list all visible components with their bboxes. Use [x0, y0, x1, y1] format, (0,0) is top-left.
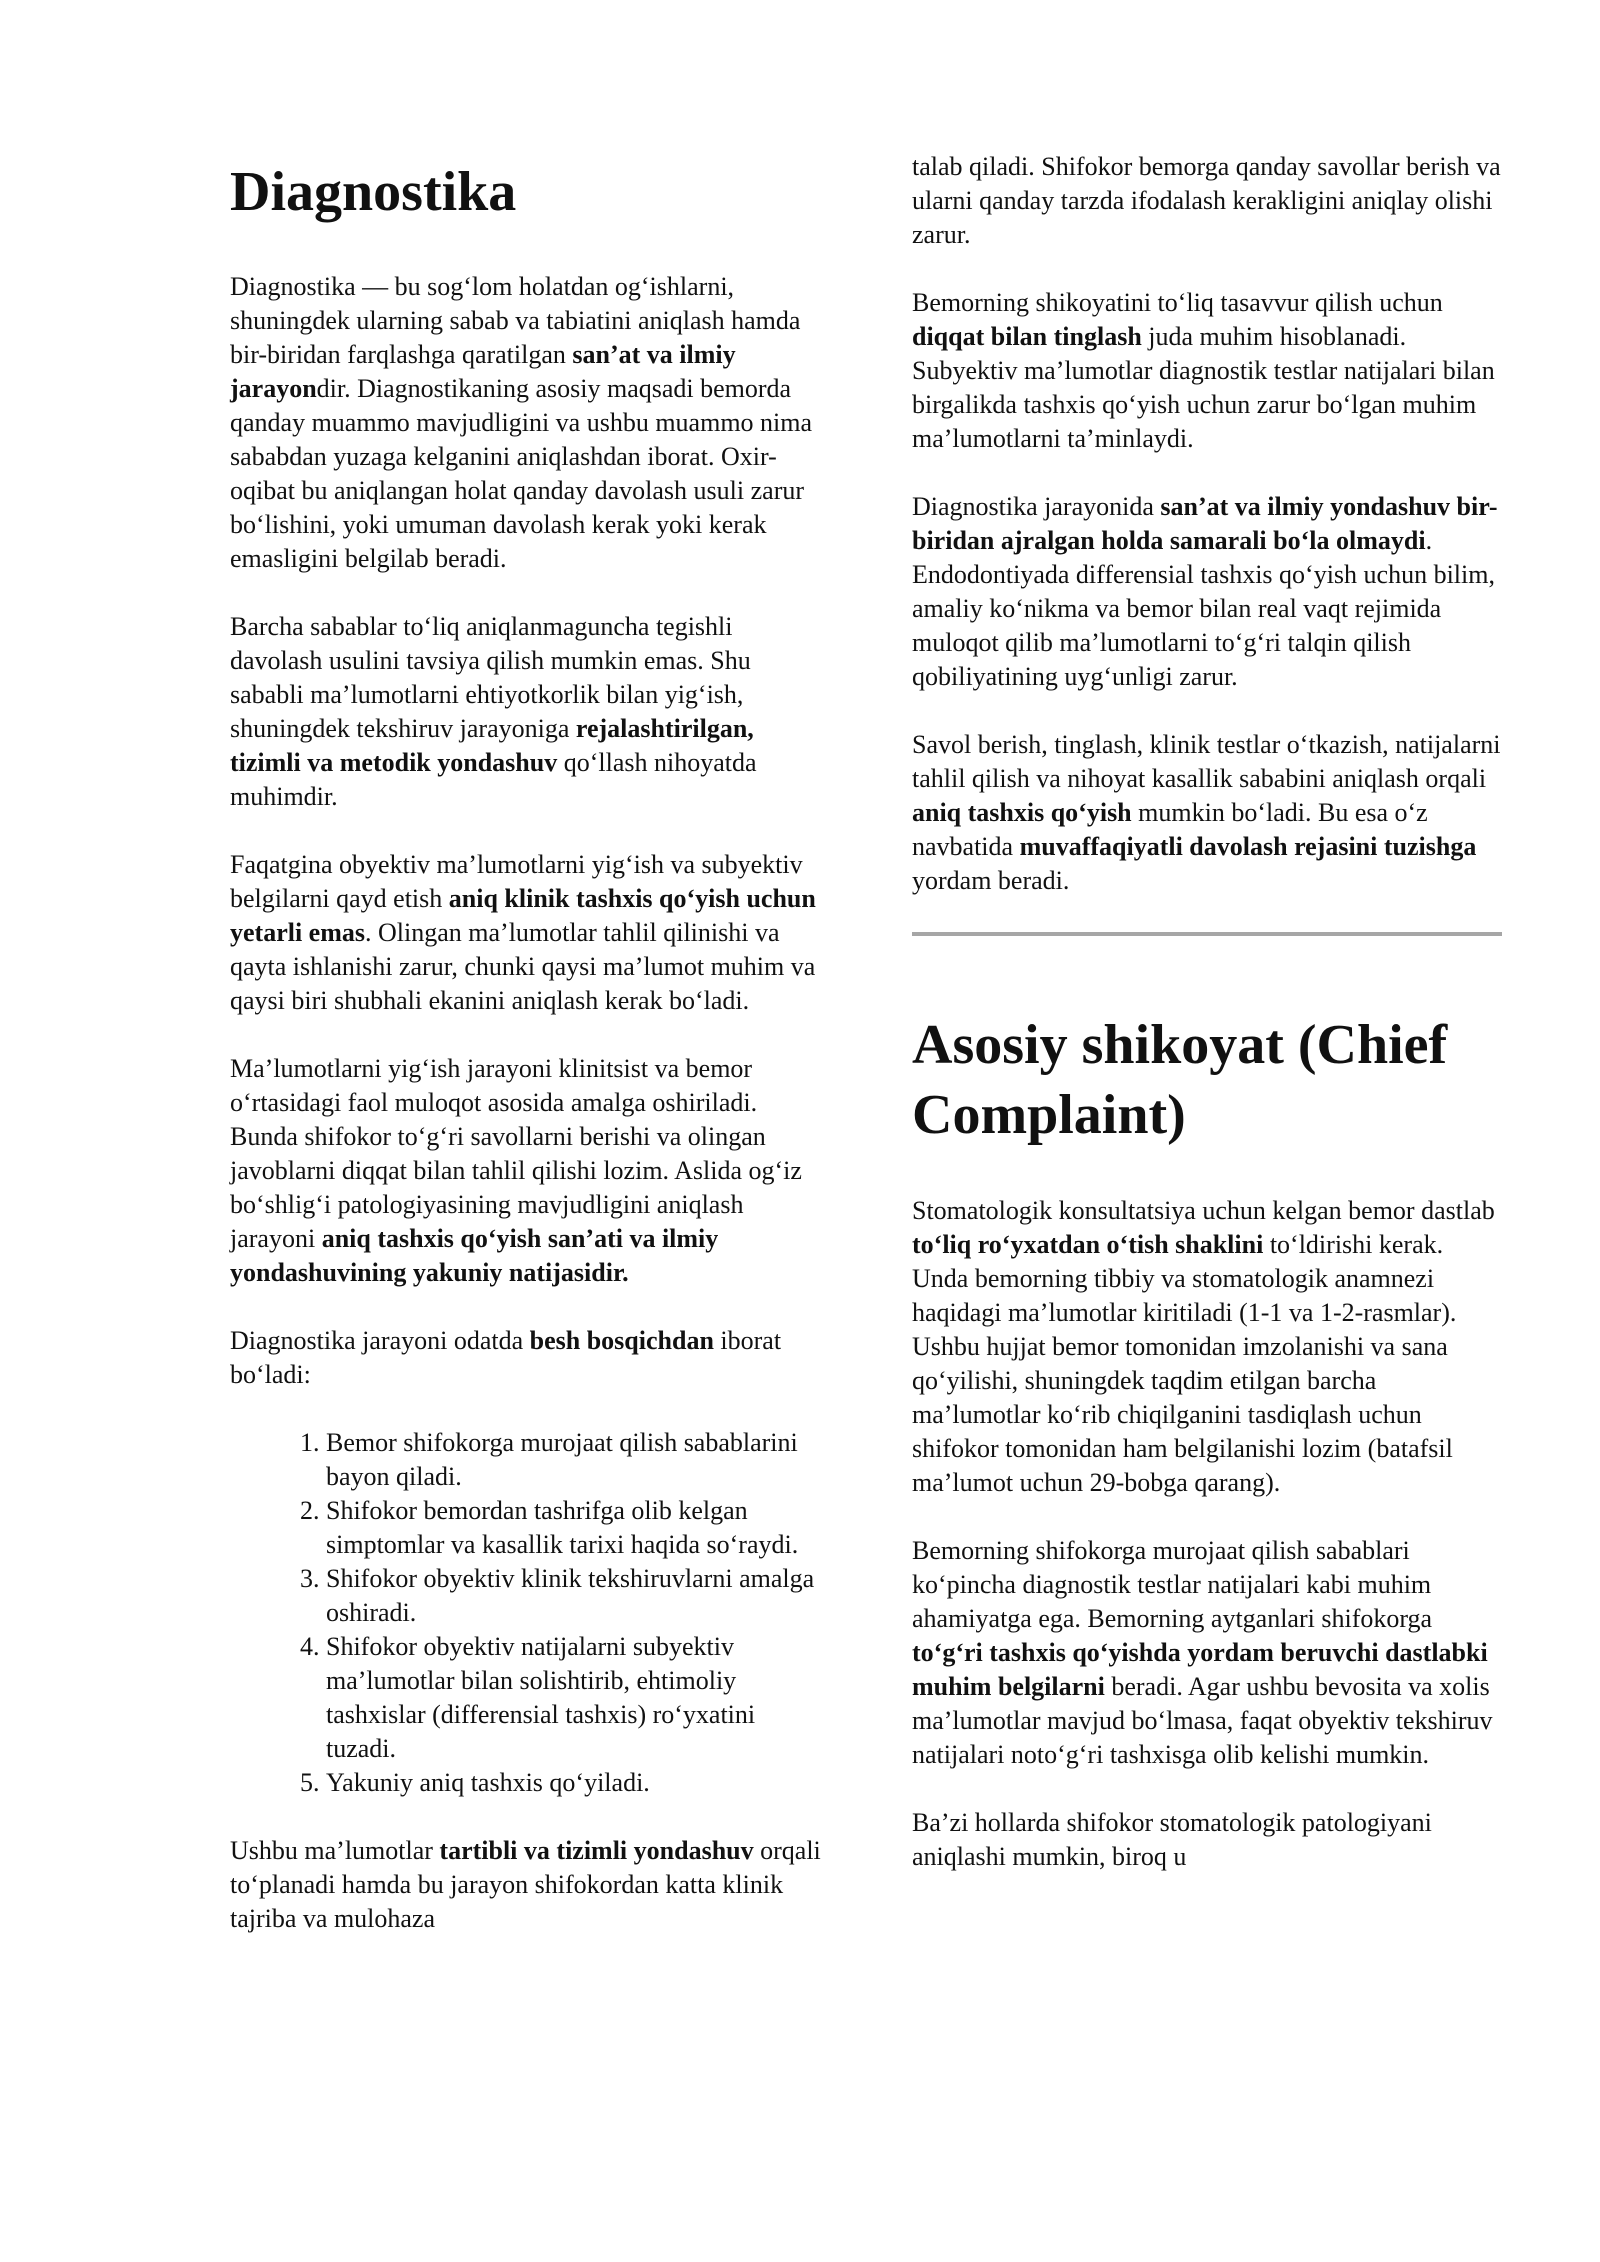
paragraph-registration-form: Stomatologik konsultatsiya uchun kelgan bemor dastlab to‘liq ro‘yxatdan o‘tish shaklini to‘ldirishi kerak. Unda bemorning tibbiy va stomatologik anamnezi haqidagi ma’lumotlar kiritiladi (1-1 va 1-2-rasmlar). Ushbu hujjat bemor tomonidan imzolanishi va sana qo‘yilishi, shuningdek taqdim etilgan barcha ma’lumotlar ko‘rib chiqilganini tasdiqlash uchun shifokor tomonidan ham belgilanishi lozim (batafsil ma’lumot uchun 29-bobga qarang).: [912, 1196, 1495, 1497]
list-item: 3. Shifokor obyektiv klinik tekshiruvlarni amalga oshiradi.: [326, 1562, 830, 1630]
diagnosis-steps-list: [230, 1426, 830, 1800]
section-divider: [912, 932, 1502, 936]
paragraph-objective-data: Faqatgina obyektiv ma’lumotlarni yig‘ish va subyektiv belgilarni qayd etish aniq klinik tashxis qo‘yish uchun yetarli emas. Olingan ma’lumotlar tahlil qilinishi va qayta ishlanishi zarur, chunki qaysi ma’lumot muhim va qaysi biri shubhali ekanini aniqlash kerak bo‘ladi.: [230, 850, 816, 1015]
list-item: 4. Shifokor obyektiv natijalarni subyektiv ma’lumotlar bilan solishtirib, ehtimoliy tashxislar (differensial tashxis) ro‘yxatini tuzadi.: [326, 1630, 830, 1766]
paragraph-systematic: Ushbu ma’lumotlar tartibli va tizimli yondashuv orqali to‘planadi hamda bu jarayon shifokordan katta klinik tajriba va mulohaza: [230, 1836, 821, 1933]
paragraph-patient-reasons: Bemorning shifokorga murojaat qilish sabablari ko‘pincha diagnostik testlar natijalari kabi muhim ahamiyatga ega. Bemorning aytganlari shifokorga to‘g‘ri tashxis qo‘yishda yordam beruvchi dastlabki muhim belgilarni beradi. Agar ushbu bevosita va xolis ma’lumotlar mavjud bo‘lmasa, faqat obyektiv tekshiruv natijalari noto‘g‘ri tashxisga olib kelishi mumkin.: [912, 1536, 1493, 1769]
list-item: 5. Yakuniy aniq tashxis qo‘yiladi.: [326, 1766, 830, 1800]
paragraph-treatment: Barcha sabablar to‘liq aniqlanmaguncha tegishli davolash usulini tavsiya qilish mumkin emas. Shu sababli ma’lumotlarni ehtiyotkorlik bilan yig‘ish, shuningdek tekshiruv jarayoniga rejalashtirilgan, tizimli va metodik yondashuv qo‘llash nihoyatda muhimdir.: [230, 612, 757, 811]
paragraph-art-science: Diagnostika jarayonida san’at va ilmiy yondashuv bir-biridan ajralgan holda samarali bo‘la olmaydi. Endodontiyada differensial tashxis qo‘yish uchun bilim, amaliy ko‘nikma va bemor bilan real vaqt rejimida muloqot qilib ma’lumotlarni to‘g‘ri talqin qilish qobiliyatining uyg‘unligi zarur.: [912, 492, 1498, 691]
paragraph-treatment-plan: Savol berish, tinglash, klinik testlar o‘tkazish, natijalarni tahlil qilish va nihoyat kasallik sababini aniqlash orqali aniq tashxis qo‘yish mumkin bo‘ladi. Bu esa o‘z navbatida muvaffaqiyatli davolash rejasini tuzishga yordam beradi.: [912, 730, 1501, 895]
list-item: 1. Bemor shifokorga murojaat qilish sabablarini bayon qiladi.: [326, 1426, 830, 1494]
list-item: 2. Shifokor bemordan tashrifga olib kelgan simptomlar va kasallik tarixi haqida so‘raydi.: [326, 1494, 830, 1562]
right-column: [912, 150, 1502, 1908]
section-title-diagnostika: Diagnostika: [230, 161, 517, 223]
left-column: [230, 150, 830, 1970]
section-title-chief-complaint: Asosiy shikoyat (Chief Complaint): [912, 1014, 1448, 1146]
paragraph-data-collection: Ma’lumotlarni yig‘ish jarayoni klinitsist va bemor o‘rtasidagi faol muloqot asosida amalga oshiriladi. Bunda shifokor to‘g‘ri savollarni berishi va olingan javoblarni diqqat bilan tahlil qilishi lozim. Aslida og‘iz bo‘shlig‘i patologiyasining mavjudligini aniqlash jarayoni aniq tashxis qo‘yish san’ati va ilmiy yondashuvining yakuniy natijasidir.: [230, 1054, 802, 1287]
paragraph-listening: Bemorning shikoyatini to‘liq tasavvur qilish uchun diqqat bilan tinglash juda muhim hisoblanadi. Subyektiv ma’lumotlar diagnostik testlar natijalari bilan birgalikda tashxis qo‘yish uchun zarur bo‘lgan muhim ma’lumotlarni ta’minlaydi.: [912, 288, 1495, 453]
paragraph-continuation: talab qiladi. Shifokor bemorga qanday savollar berish va ularni qanday tarzda ifodalash kerakligini aniqlay olishi zarur.: [912, 152, 1501, 249]
paragraph-definition: Diagnostika — bu sog‘lom holatdan og‘ishlarni, shuningdek ularning sabab va tabiatini aniqlash hamda bir-biridan farqlashga qaratilgan san’at va ilmiy jarayondir. Diagnostikaning asosiy maqsadi bemorda qanday muammo mavjudligini va ushbu muammo nima sababdan yuzaga kelganini aniqlashdan iborat. Oxir-oqibat bu aniqlangan holat qanday davolash usuli zarur bo‘lishini, yoki umuman davolash kerak yoki kerak emasligini belgilab beradi.: [230, 272, 813, 573]
paragraph-five-stages: Diagnostika jarayoni odatda besh bosqichdan iborat bo‘ladi:: [230, 1326, 782, 1389]
paragraph-pathology: Ba’zi hollarda shifokor stomatologik patologiyani aniqlashi mumkin, biroq u: [912, 1808, 1432, 1871]
